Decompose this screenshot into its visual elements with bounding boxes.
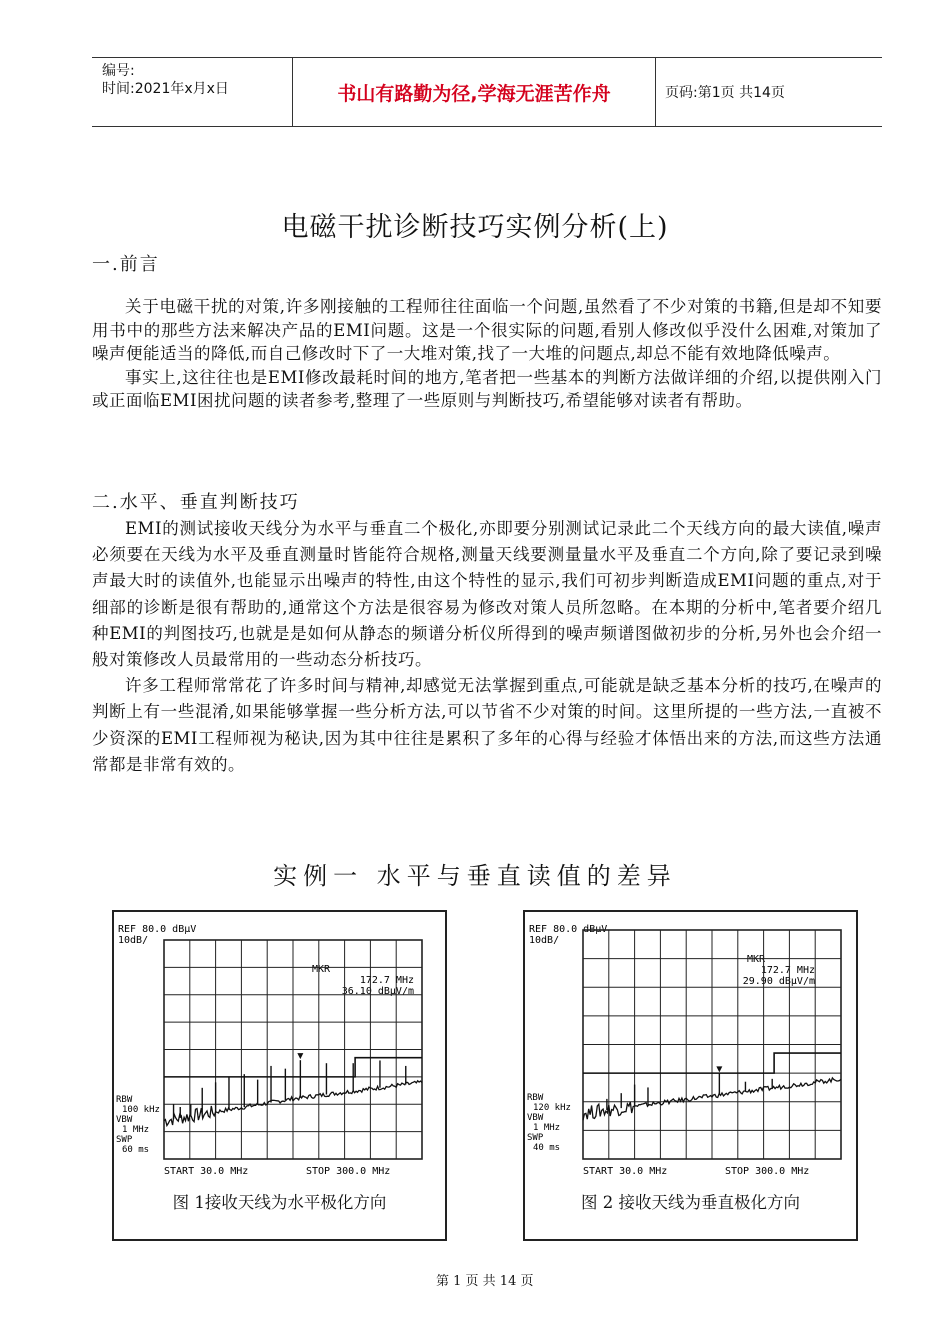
- mkr-value: 36.10 dBµV/m: [341, 986, 414, 997]
- figure-caption: 图 1接收天线为水平极化方向: [172, 1193, 387, 1212]
- paragraph: 关于电磁干扰的对策,许多刚接触的工程师往往面临一个问题,虽然看了不少对策的书籍,但是却不知要用书中的那些方法来解决产品的EMI问题。这是一个很实际的问题,看别人修改似乎没什么困难,对策加了噪声便能适当的降低,而自己修改时下了一大堆对策,找了一大堆的问题点,却总不能有效地降低噪声。: [92, 297, 882, 363]
- mkr-freq: 172.7 MHz: [760, 965, 815, 976]
- start-label: START 30.0 MHz: [164, 1166, 249, 1177]
- setting-label: 100 kHz: [122, 1105, 160, 1115]
- ref-label: REF 80.0 dBµV: [118, 924, 197, 935]
- doc-time-label: 时间:2021年x月x日: [102, 81, 229, 97]
- figure-1: [112, 910, 447, 1241]
- section2-heading: 二.水平、垂直判断技巧: [92, 492, 300, 513]
- scale-label: 10dB/: [118, 935, 149, 946]
- setting-label: VBW: [527, 1113, 544, 1123]
- marker: [716, 1066, 722, 1072]
- start-label: START 30.0 MHz: [583, 1166, 668, 1177]
- figure-caption: 图 2 接收天线为垂直极化方向: [581, 1193, 800, 1212]
- figure-2: [523, 910, 858, 1241]
- section1-heading: 一.前言: [92, 254, 160, 275]
- stop-label: STOP 300.0 MHz: [306, 1166, 391, 1177]
- spectrum-chart-vertical: [525, 912, 856, 1187]
- marker-triangle: [716, 1066, 722, 1072]
- setting-label: VBW: [116, 1115, 133, 1125]
- ref-label: REF 80.0 dBµV: [529, 924, 608, 935]
- paragraph: 事实上,这往往也是EMI修改最耗时间的地方,笔者把一些基本的判断方法做详细的介绍,以提供刚入门或正面临EMI困扰问题的读者参考,整理了一些原则与判断技巧,希望能够对读者有帮助。: [92, 367, 882, 410]
- setting-label: 120 kHz: [533, 1103, 571, 1113]
- header-motto: 书山有路勤为径,学海无涯苦作舟: [293, 58, 656, 126]
- setting-label: SWP: [527, 1133, 544, 1143]
- doc-number-label: 编号:: [102, 63, 135, 79]
- page-footer: 第 1 页 共 14 页: [436, 1274, 534, 1289]
- setting-label: 1 MHz: [533, 1123, 561, 1133]
- mkr-freq: 172.7 MHz: [359, 975, 414, 986]
- setting-label: RBW: [527, 1093, 544, 1103]
- chart-grid: [164, 940, 422, 1159]
- setting-label: RBW: [116, 1095, 133, 1105]
- setting-label: 40 ms: [533, 1143, 561, 1153]
- page-header: [92, 57, 882, 127]
- example-title: 实例一 水平与垂直读值的差异: [273, 862, 677, 890]
- header-page-label: 页码:第1页 共14页: [665, 85, 785, 101]
- setting-label: 1 MHz: [122, 1125, 150, 1135]
- paragraph: EMI的测试接收天线分为水平与垂直二个极化,亦即要分别测试记录此二个天线方向的最大读值,噪声必须要在天线为水平及垂直测量时皆能符合规格,测量天线要测量量水平及垂直二个方向,除了要记录到噪声最大时的读值外,也能显示出噪声的特性,由这个特性的显示,我们可初步判断造成EMI问题的重点,对于细部的诊断是很有帮助的,通常这个方法是很容易为修改对策人员所忽略。在本期的分析中,笔者要介绍几种EMI的判图技巧,也就是是如何从静态的频谱分析仪所得到的噪声频谱图做初步的分析,另外也会介绍一般对策修改人员最常用的一些动态分析技巧。: [92, 519, 882, 670]
- mkr-label: MKR: [312, 964, 331, 975]
- mkr-label: MKR: [747, 954, 766, 965]
- marker-triangle: [297, 1053, 303, 1059]
- settings-labels: [116, 1095, 160, 1155]
- document-title: 电磁干扰诊断技巧实例分析(上): [281, 212, 669, 243]
- paragraph: 许多工程师常常花了许多时间与精神,却感觉无法掌握到重点,可能就是缺乏基本分析的技巧,在噪声的判断上有一些混淆,如果能够掌握一些分析方法,可以节省不少对策的时间。这里所提的一些方法,一直被不少资深的EMI工程师视为秘诀,因为其中往往是累积了多年的心得与经验才体悟出来的方法,而这些方法通常都是非常有效的。: [92, 676, 882, 774]
- stop-label: STOP 300.0 MHz: [725, 1166, 810, 1177]
- setting-label: SWP: [116, 1135, 133, 1145]
- spectrum-chart-horizontal: [114, 912, 445, 1187]
- settings-labels: [527, 1093, 571, 1153]
- mkr-value: 29.90 dBµV/m: [742, 976, 815, 987]
- section1-body: [92, 295, 882, 413]
- scale-label: 10dB/: [529, 935, 560, 946]
- header-meta: [92, 58, 293, 126]
- setting-label: 60 ms: [122, 1145, 150, 1155]
- section2-body: [92, 516, 882, 778]
- marker: [297, 1053, 303, 1059]
